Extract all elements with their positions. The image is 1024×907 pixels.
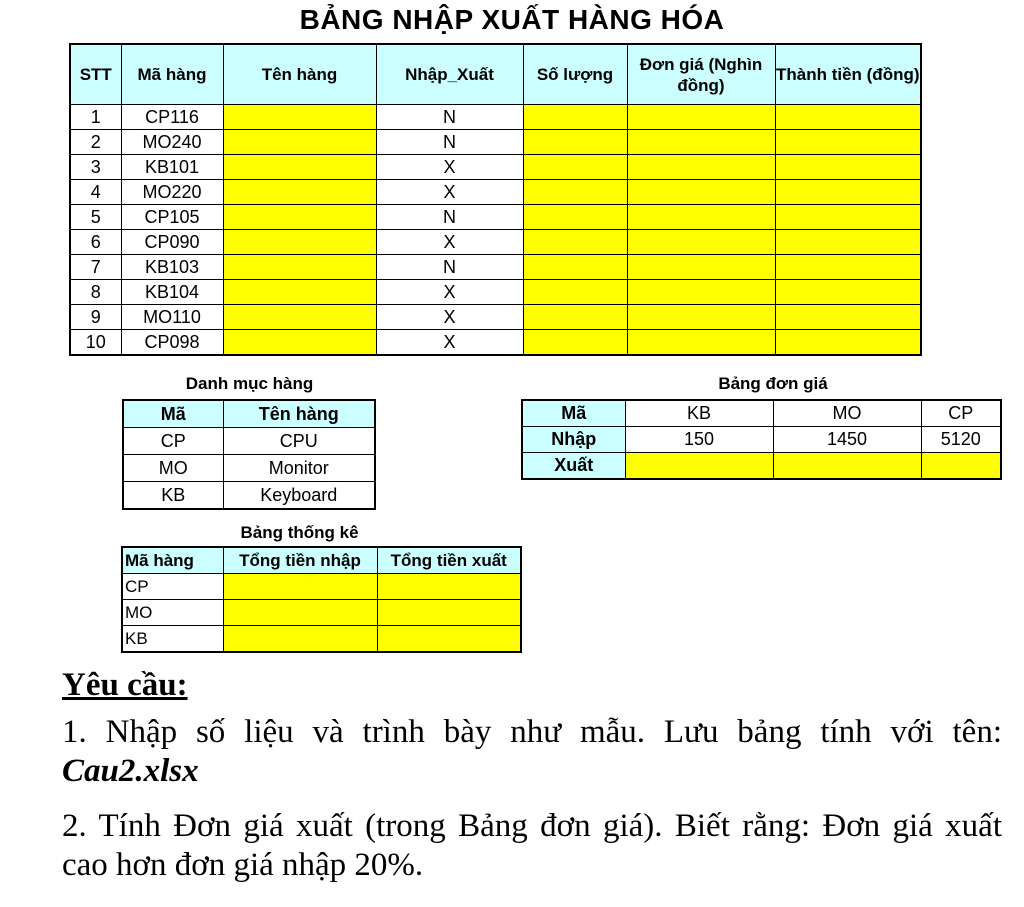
nhap-xuat-cell[interactable]: X [376, 330, 523, 356]
so-luong-input-cell[interactable] [523, 330, 627, 356]
table-row [70, 155, 921, 180]
don-gia-input-cell[interactable] [627, 330, 775, 356]
bdg-cell[interactable]: 5120 [921, 427, 1001, 453]
nhap-xuat-cell[interactable]: X [376, 305, 523, 330]
bang-don-gia-caption: Bảng đơn giá [718, 374, 828, 393]
table-row [123, 455, 375, 482]
table-row [70, 280, 921, 305]
dm-header-ten-hang: Tên hàng [223, 400, 375, 428]
stt-cell[interactable]: 5 [70, 205, 121, 230]
bdg-input-cell[interactable] [921, 453, 1001, 480]
so-luong-input-cell[interactable] [523, 205, 627, 230]
dm-cell[interactable]: Monitor [223, 455, 375, 482]
stt-cell[interactable]: 2 [70, 130, 121, 155]
page-title: BẢNG NHẬP XUẤT HÀNG HÓA [299, 4, 725, 35]
don-gia-input-cell[interactable] [627, 230, 775, 255]
ten-hang-input-cell[interactable] [223, 205, 376, 230]
table-row [122, 574, 521, 600]
thanh-tien-input-cell[interactable] [775, 305, 921, 330]
header-ma-hang: Mã hàng [121, 44, 223, 105]
nhap-xuat-cell[interactable]: X [376, 280, 523, 305]
dm-cell[interactable]: MO [123, 455, 223, 482]
don-gia-input-cell[interactable] [627, 130, 775, 155]
thanh-tien-input-cell[interactable] [775, 330, 921, 356]
btk-input-cell[interactable] [223, 600, 377, 626]
table-row [70, 180, 921, 205]
ten-hang-input-cell[interactable] [223, 330, 376, 356]
requirement-1 [62, 713, 1002, 791]
danh-muc-table [122, 399, 376, 510]
header-so-luong: Số lượng [523, 44, 627, 105]
table-row [70, 130, 921, 155]
table-row [70, 255, 921, 280]
btk-code[interactable]: MO [122, 600, 223, 626]
header-stt: STT [70, 44, 121, 105]
table-row [70, 205, 921, 230]
requirements-heading: Yêu cầu: [62, 667, 188, 703]
thanh-tien-input-cell[interactable] [775, 280, 921, 305]
bdg-cell[interactable]: 150 [625, 427, 773, 453]
btk-header-tong-xuat: Tổng tiền xuất [377, 547, 521, 574]
table-row [70, 105, 921, 130]
btk-header-ma-hang: Mã hàng [122, 547, 223, 574]
ten-hang-input-cell[interactable] [223, 230, 376, 255]
header-thanh-tien: Thành tiền (đồng) [775, 44, 921, 105]
table-row [123, 482, 375, 510]
ma-hang-cell[interactable]: CP105 [121, 205, 223, 230]
bdg-label-xuat: Xuất [522, 453, 625, 480]
requirement-1-text: 1. Nhập số liệu và trình bày như mẫu. Lưu bảng tính với tên: [62, 714, 1002, 750]
so-luong-input-cell[interactable] [523, 280, 627, 305]
bang-thong-ke-caption: Bảng thống kê [240, 523, 359, 542]
don-gia-input-cell[interactable] [627, 155, 775, 180]
btk-input-cell[interactable] [377, 574, 521, 600]
table-row [123, 428, 375, 455]
btk-input-cell[interactable] [377, 600, 521, 626]
bdg-input-cell[interactable] [773, 453, 921, 480]
thanh-tien-input-cell[interactable] [775, 155, 921, 180]
so-luong-input-cell[interactable] [523, 305, 627, 330]
table-row [70, 330, 921, 356]
ten-hang-input-cell[interactable] [223, 280, 376, 305]
don-gia-input-cell[interactable] [627, 180, 775, 205]
btk-code[interactable]: CP [122, 574, 223, 600]
ma-hang-cell[interactable]: KB104 [121, 280, 223, 305]
ten-hang-input-cell[interactable] [223, 130, 376, 155]
danh-muc-caption: Danh mục hàng [185, 374, 314, 393]
don-gia-input-cell[interactable] [627, 205, 775, 230]
table-row [522, 453, 1001, 480]
bang-don-gia-table [521, 399, 1002, 480]
thanh-tien-input-cell[interactable] [775, 130, 921, 155]
dm-header-ma: Mã [123, 400, 223, 428]
bdg-input-cell[interactable] [625, 453, 773, 480]
thanh-tien-input-cell[interactable] [775, 205, 921, 230]
table-header-row [70, 44, 921, 105]
thanh-tien-input-cell[interactable] [775, 230, 921, 255]
btk-header-tong-nhap: Tổng tiền nhập [223, 547, 377, 574]
thanh-tien-input-cell[interactable] [775, 105, 921, 130]
stt-cell[interactable]: 7 [70, 255, 121, 280]
ma-hang-cell[interactable]: CP098 [121, 330, 223, 356]
bdg-label-nhap: Nhập [522, 427, 625, 453]
bdg-header-mo: MO [773, 400, 921, 427]
bang-thong-ke-table [121, 546, 522, 653]
dm-cell[interactable]: CP [123, 428, 223, 455]
table-row [70, 305, 921, 330]
ma-hang-cell[interactable]: CP090 [121, 230, 223, 255]
header-ten-hang: Tên hàng [223, 44, 376, 105]
nhap-xuat-cell[interactable]: N [376, 105, 523, 130]
stt-cell[interactable]: 9 [70, 305, 121, 330]
table-row [70, 230, 921, 255]
nhap-xuat-cell[interactable]: X [376, 230, 523, 255]
nhap-xuat-cell[interactable]: N [376, 255, 523, 280]
ten-hang-input-cell[interactable] [223, 255, 376, 280]
btk-code[interactable]: KB [122, 626, 223, 653]
bdg-cell[interactable]: 1450 [773, 427, 921, 453]
so-luong-input-cell[interactable] [523, 105, 627, 130]
thanh-tien-input-cell[interactable] [775, 180, 921, 205]
ma-hang-cell[interactable]: MO220 [121, 180, 223, 205]
nhap-xuat-cell[interactable]: X [376, 155, 523, 180]
ten-hang-input-cell[interactable] [223, 180, 376, 205]
table-header-row [123, 400, 375, 428]
btk-input-cell[interactable] [377, 626, 521, 653]
requirement-1-filename: Cau2.xlsx [62, 753, 199, 789]
table-row [122, 626, 521, 653]
ten-hang-input-cell[interactable] [223, 105, 376, 130]
import-export-table [69, 43, 922, 356]
so-luong-input-cell[interactable] [523, 130, 627, 155]
dm-cell[interactable]: KB [123, 482, 223, 510]
header-nhap-xuat: Nhập_Xuất [376, 44, 523, 105]
btk-input-cell[interactable] [223, 626, 377, 653]
so-luong-input-cell[interactable] [523, 180, 627, 205]
ten-hang-input-cell[interactable] [223, 155, 376, 180]
requirement-2: 2. Tính Đơn giá xuất (trong Bảng đơn giá). Biết rằng: Đơn giá xuất cao hơn đơn giá nhập 20%. [62, 808, 1002, 883]
so-luong-input-cell[interactable] [523, 230, 627, 255]
table-header-row [522, 400, 1001, 427]
nhap-xuat-cell[interactable]: X [376, 180, 523, 205]
ma-hang-cell[interactable]: MO110 [121, 305, 223, 330]
table-row [522, 427, 1001, 453]
stt-cell[interactable]: 1 [70, 105, 121, 130]
so-luong-input-cell[interactable] [523, 155, 627, 180]
stt-cell[interactable]: 8 [70, 280, 121, 305]
ten-hang-input-cell[interactable] [223, 305, 376, 330]
nhap-xuat-cell[interactable]: N [376, 130, 523, 155]
stt-cell[interactable]: 10 [70, 330, 121, 356]
ma-hang-cell[interactable]: MO240 [121, 130, 223, 155]
table-header-row [122, 547, 521, 574]
stt-cell[interactable]: 3 [70, 155, 121, 180]
table-row [122, 600, 521, 626]
stt-cell[interactable]: 4 [70, 180, 121, 205]
thanh-tien-input-cell[interactable] [775, 255, 921, 280]
nhap-xuat-cell[interactable]: N [376, 205, 523, 230]
bdg-header-ma: Mã [522, 400, 625, 427]
ma-hang-cell[interactable]: CP116 [121, 105, 223, 130]
btk-input-cell[interactable] [223, 574, 377, 600]
dm-cell[interactable]: CPU [223, 428, 375, 455]
don-gia-input-cell[interactable] [627, 305, 775, 330]
ma-hang-cell[interactable]: KB103 [121, 255, 223, 280]
so-luong-input-cell[interactable] [523, 255, 627, 280]
header-don-gia: Đơn giá (Nghìn đồng) [627, 44, 775, 105]
don-gia-input-cell[interactable] [627, 255, 775, 280]
ma-hang-cell[interactable]: KB101 [121, 155, 223, 180]
bdg-header-cp: CP [921, 400, 1001, 427]
bdg-header-kb: KB [625, 400, 773, 427]
don-gia-input-cell[interactable] [627, 280, 775, 305]
don-gia-input-cell[interactable] [627, 105, 775, 130]
dm-cell[interactable]: Keyboard [223, 482, 375, 510]
stt-cell[interactable]: 6 [70, 230, 121, 255]
